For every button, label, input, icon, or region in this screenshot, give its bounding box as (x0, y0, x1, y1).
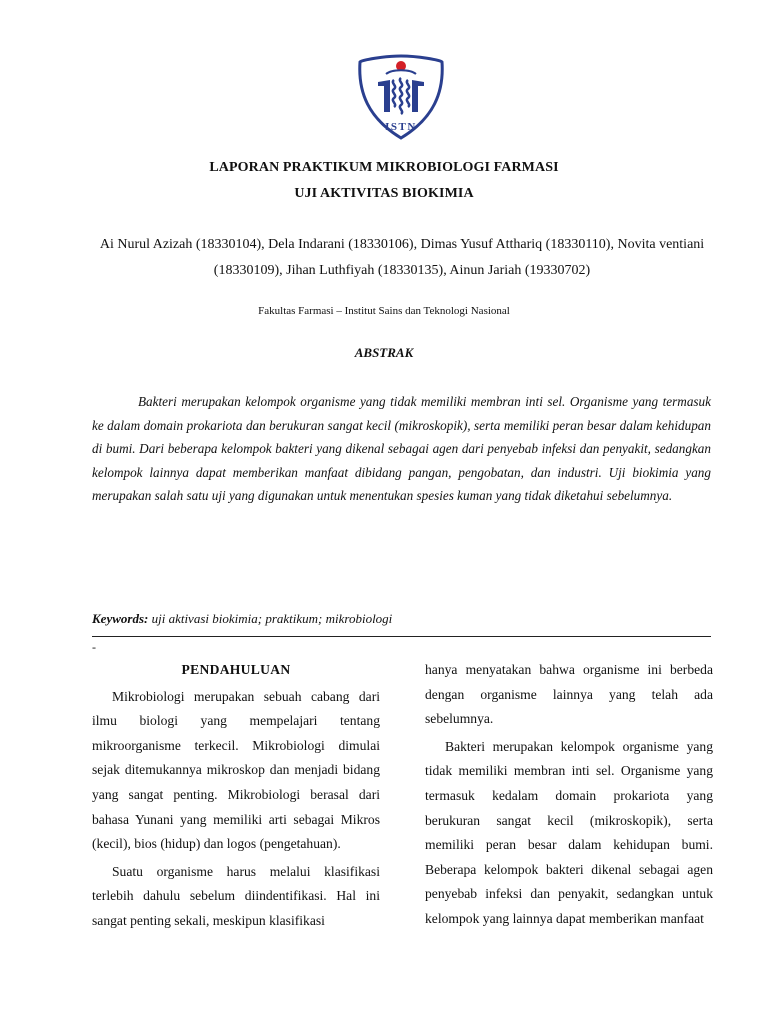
keywords-label: Keywords: (92, 611, 149, 626)
author-list: Ai Nurul Azizah (18330104), Dela Indarani (18330106), Dimas Yusuf Atthariq (18330110), Novita ventiani (18330109), Jihan Luthfiyah (18330135), Ainun Jariah (19330702) (99, 237, 705, 278)
section-heading: PENDAHULUAN (181, 662, 291, 677)
right-paragraph-1: hanya menyatakan bahwa organisme ini berbeda dengan organisme lainnya yang telah ada sebelumnya. (425, 662, 713, 727)
left-column (92, 658, 380, 937)
divider-line (92, 636, 711, 637)
logo-text: ISTN (385, 121, 417, 133)
affiliation: Fakultas Farmasi – Institut Sains dan Teknologi Nasional (258, 305, 510, 317)
keywords-text: uji aktivasi biokimia; praktikum; mikrobiologi (148, 611, 393, 626)
paper-subtitle: UJI AKTIVITAS BIOKIMIA (294, 186, 474, 201)
left-paragraph-1: Mikrobiologi merupakan sebuah cabang dari ilmu biologi yang mempelajari tentang mikroorganisme terkecil. Mikrobiologi dimulai sejak ditemukannya mikroskop dan menjadi bidang yang sangat penting. Mikrobiologi berasal dari bahasa Yunani yang memiliki arti sebagai Mikros (kecil), bios (hidup) dan logos (pengetahuan). (92, 688, 380, 852)
right-column (425, 658, 713, 935)
keywords (92, 611, 392, 627)
abstract-heading: ABSTRAK (354, 345, 414, 360)
dash-mark: - (92, 640, 96, 654)
istn-logo (356, 52, 446, 142)
abstract-text: Bakteri merupakan kelompok organisme yang tidak memiliki membran inti sel. Organisme yang termasuk ke dalam domain prokariota dan berukuran sangat kecil (mikroskopik), serta memiliki peran besar dalam kehidupan di bumi. Dari beberapa kelompok bakteri yang dikenal sebagai agen dari penyebab infeksi dan penyakit, sedangkan kelompok lainnya dapat memberikan manfaat dibidang pangan, pengobatan, dan industri. Uji biokimia yang merupakan salah satu uji yang digunakan untuk menentukan spesies kuman yang tidak diketahui sebelumnya. (92, 394, 711, 503)
left-paragraph-2: Suatu organisme harus melalui klasifikasi terlebih dahulu sebelum diindentifikasi. Hal ini sangat penting sekali, meskipun klasifikasi (92, 863, 380, 928)
right-paragraph-2: Bakteri merupakan kelompok organisme yang tidak memiliki membran inti sel. Organisme yang termasuk kedalam domain prokariota yang berukuran sangat kecil (mikroskopik), serta memiliki peran besar dalam kehidupan bumi. Beberapa kelompok bakteri dikenal sebagai agen penyebab infeksi dan penyakit, sedangkan untuk kelompok yang lainnya dapat memberikan manfaat (425, 738, 713, 926)
paper-title: LAPORAN PRAKTIKUM MIKROBIOLOGI FARMASI (209, 160, 559, 175)
